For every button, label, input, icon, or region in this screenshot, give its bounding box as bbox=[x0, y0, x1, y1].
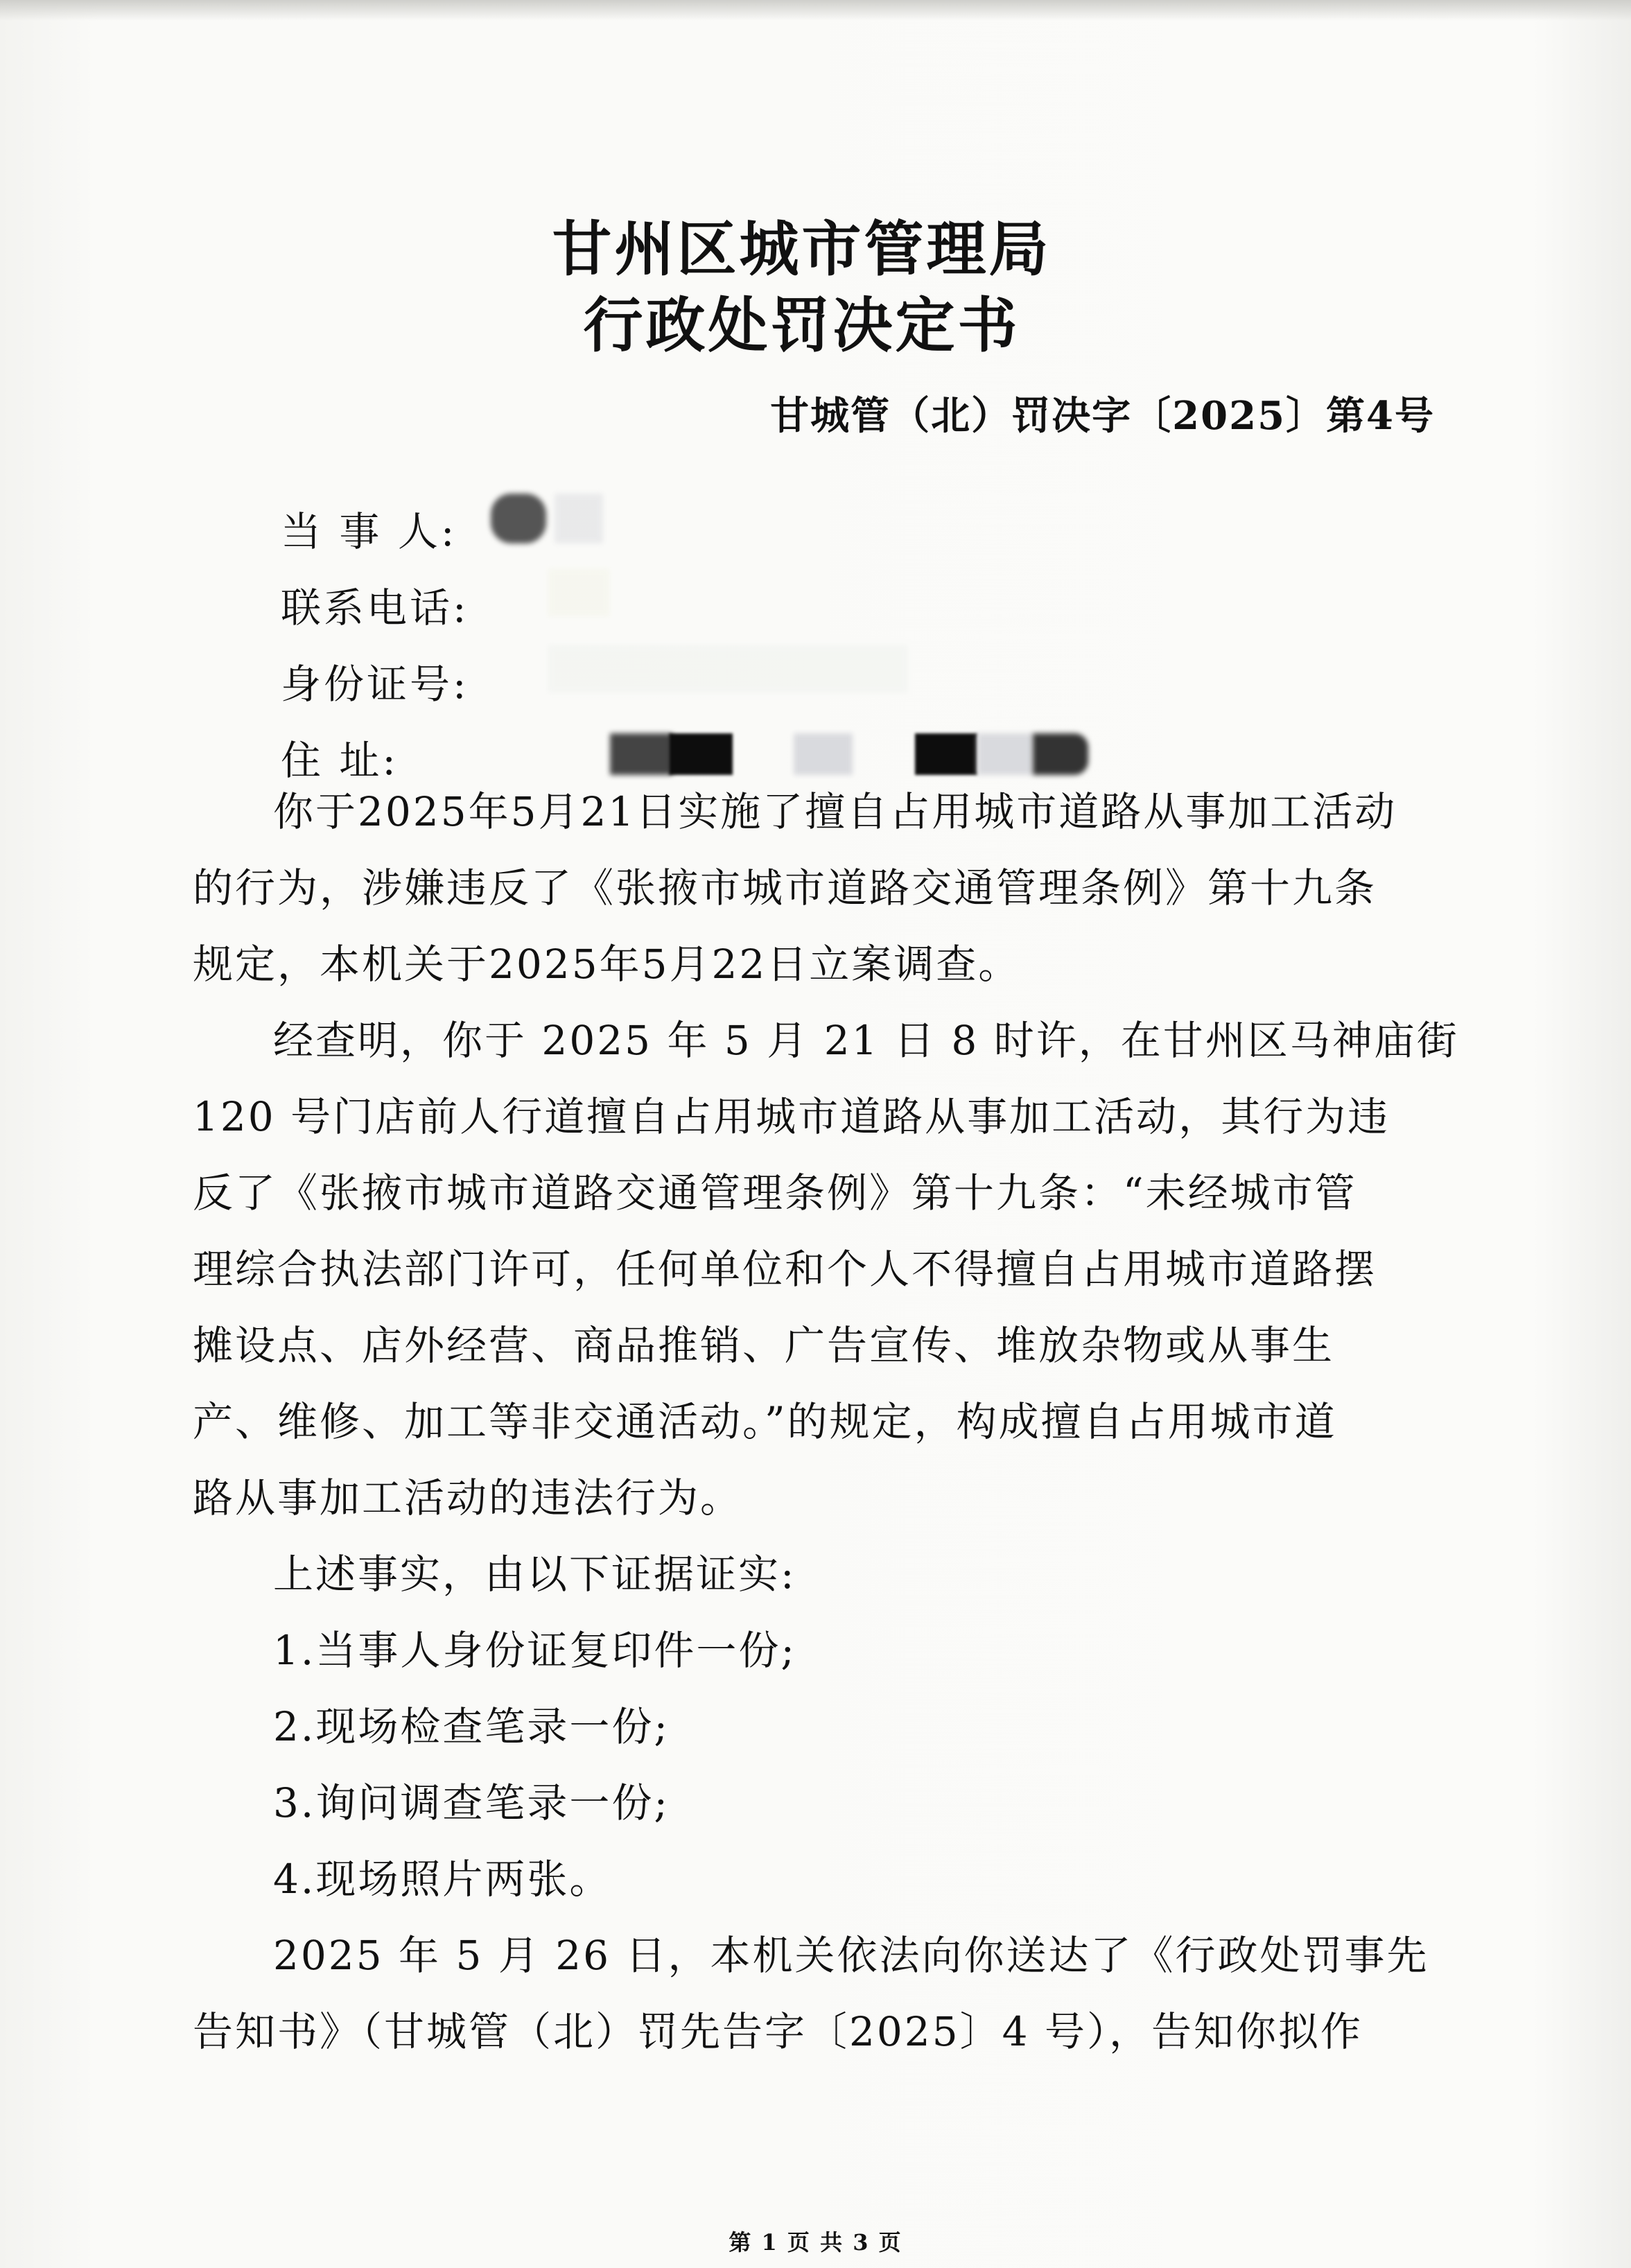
page-number: 第 1 页 共 3 页 bbox=[729, 2229, 902, 2256]
party-name-redaction-faint bbox=[555, 494, 603, 543]
phone-field bbox=[281, 575, 469, 634]
party-name-redaction bbox=[491, 494, 546, 543]
paragraph-2-line-1: 经查明，你于 2025 年 5 月 21 日 8 时许，在甘州区马神庙街 bbox=[273, 1017, 1459, 1064]
party-label: 当 事 人: bbox=[281, 508, 457, 555]
party-field bbox=[281, 499, 457, 557]
id-number-field bbox=[281, 652, 469, 710]
evidence-intro: 上述事实，由以下证据证实: bbox=[273, 1551, 796, 1598]
address-redaction-5 bbox=[977, 733, 1033, 775]
document-body bbox=[193, 774, 1459, 2070]
id-number-label: 身份证号: bbox=[281, 661, 469, 708]
address-redaction-1 bbox=[610, 733, 672, 775]
paragraph-4-line-2: 告知书》（甘城管（北）罚先告字〔2025〕4 号），告知你拟作 bbox=[193, 2008, 1363, 2055]
phone-redaction bbox=[548, 568, 610, 617]
address-redaction-2 bbox=[669, 733, 733, 775]
evidence-item-3: 3.询问调查笔录一份; bbox=[273, 1779, 670, 1826]
paragraph-4-line-1: 2025 年 5 月 26 日，本机关依法向你送达了《行政处罚事先 bbox=[273, 1932, 1429, 1979]
document-number: 甘城管（北）罚决字〔2025〕第4号 bbox=[770, 393, 1435, 439]
evidence-item-4: 4.现场照片两张。 bbox=[273, 1856, 612, 1903]
paragraph-2-line-4: 理综合执法部门许可，任何单位和个人不得擅自占用城市道路摆 bbox=[193, 1246, 1377, 1293]
paragraph-2-line-3: 反了《张掖市城市道路交通管理条例》第十九条：“未经城市管 bbox=[193, 1169, 1357, 1216]
paragraph-1-line-1: 你于2025年5月21日实施了擅自占用城市道路从事加工活动 bbox=[273, 788, 1397, 835]
address-redaction-4 bbox=[915, 733, 977, 775]
scan-edge-shadow bbox=[0, 0, 1631, 21]
document-type-title: 行政处罚决定书 bbox=[583, 290, 1020, 360]
paragraph-1-line-3: 规定，本机关于2025年5月22日立案调查。 bbox=[193, 941, 1021, 988]
address-label: 住 址: bbox=[281, 737, 399, 784]
paragraph-1-line-2: 的行为，涉嫌违反了《张掖市城市道路交通管理条例》第十九条 bbox=[193, 864, 1377, 911]
phone-label: 联系电话: bbox=[281, 584, 469, 631]
id-number-redaction bbox=[548, 645, 908, 693]
address-redaction-6 bbox=[1033, 733, 1088, 775]
paragraph-2-line-5: 摊设点、店外经营、商品推销、广告宣传、堆放杂物或从事生 bbox=[193, 1322, 1335, 1369]
issuing-authority-title: 甘州区城市管理局 bbox=[552, 214, 1052, 284]
evidence-item-2: 2.现场检查笔录一份; bbox=[273, 1703, 670, 1750]
paragraph-2-line-2: 120 号门店前人行道擅自占用城市道路从事加工活动，其行为违 bbox=[193, 1093, 1390, 1140]
address-redaction-3 bbox=[794, 733, 853, 775]
paragraph-2-line-7: 路从事加工活动的违法行为。 bbox=[193, 1474, 743, 1521]
evidence-item-1: 1.当事人身份证复印件一份; bbox=[273, 1627, 796, 1674]
paragraph-2-line-6: 产、维修、加工等非交通活动。”的规定，构成擅自占用城市道 bbox=[193, 1398, 1337, 1445]
